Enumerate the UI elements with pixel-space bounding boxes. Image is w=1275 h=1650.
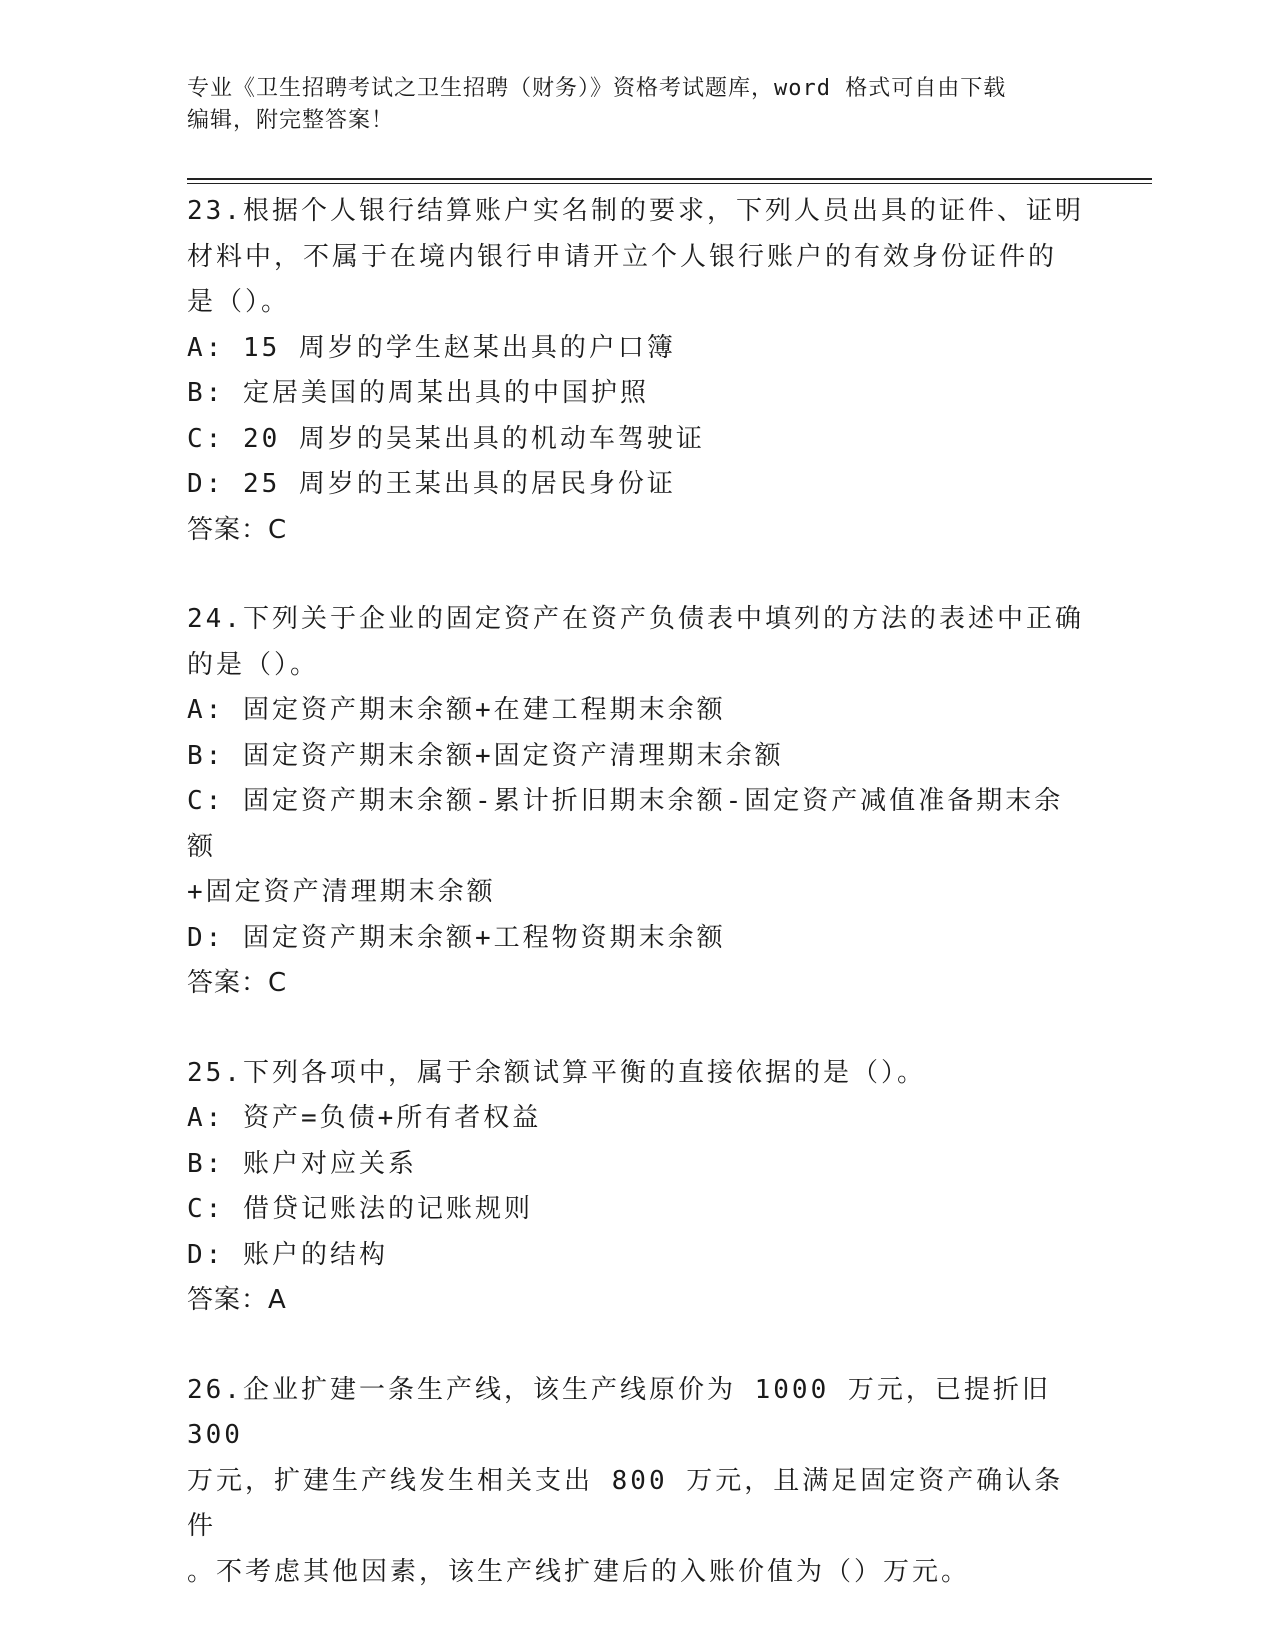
header-line-1: 专业《卫生招聘考试之卫生招聘（财务）》资格考试题库，word 格式可自由下载 [187,76,1007,101]
question-stem-line: 是（）。 [187,287,291,317]
option-a: A: 15 周岁的学生赵某出具的户口簿 [187,332,676,363]
question-stem-line: 材料中，不属于在境内银行申请开立个人银行账户的有效身份证件的 [187,241,1058,272]
question-25 [187,1051,1087,1324]
header-divider [187,178,1152,184]
option-b: B: 定居美国的周某出具的中国护照 [187,378,649,408]
option-c: C: 固定资产期末余额-累计折旧期末余额-固定资产减值准备期末余额 [187,786,1064,862]
answer-label: 答案：A [187,1285,287,1315]
option-c: C: 借贷记账法的记账规则 [187,1194,533,1224]
document-header [187,73,1067,137]
question-stem-line: 。不考虑其他因素，该生产线扩建后的入账价值为（）万元。 [187,1556,971,1587]
option-b: B: 账户对应关系 [187,1148,417,1179]
question-24 [187,597,1087,1007]
question-stem-line: 26.企业扩建一条生产线，该生产线原价为 1000 万元，已提折旧 300 [187,1374,1070,1450]
option-b: B: 固定资产期末余额+固定资产清理期末余额 [187,740,784,771]
option-d: D: 账户的结构 [187,1239,388,1270]
question-stem-line: 25.下列各项中，属于余额试算平衡的直接依据的是（）。 [187,1057,926,1088]
option-a: A: 固定资产期末余额+在建工程期末余额 [187,695,726,725]
question-stem-line: 23.根据个人银行结算账户实名制的要求，下列人员出具的证件、证明 [187,196,1084,226]
question-stem-line: 的是（）。 [187,649,320,680]
answer-label: 答案：C [187,968,288,998]
option-c: C: 20 周岁的吴某出具的机动车驾驶证 [187,423,705,454]
question-26 [187,1368,1087,1596]
question-stem-line: 万元，扩建生产线发生相关支出 800 万元，且满足固定资产确认条件 [187,1465,1064,1541]
answer-label: 答案：C [187,514,288,545]
header-line-2: 编辑，附完整答案！ [187,108,395,133]
option-d: D: 固定资产期末余额+工程物资期末余额 [187,922,726,953]
option-c-continued: +固定资产清理期末余额 [187,877,496,907]
option-d: D: 25 周岁的王某出具的居民身份证 [187,469,676,499]
question-23 [187,189,1087,553]
question-list [187,189,1087,1639]
question-stem-line: 24.下列关于企业的固定资产在资产负债表中填列的方法的表述中正确 [187,604,1084,634]
option-a: A: 资产=负债+所有者权益 [187,1103,542,1133]
